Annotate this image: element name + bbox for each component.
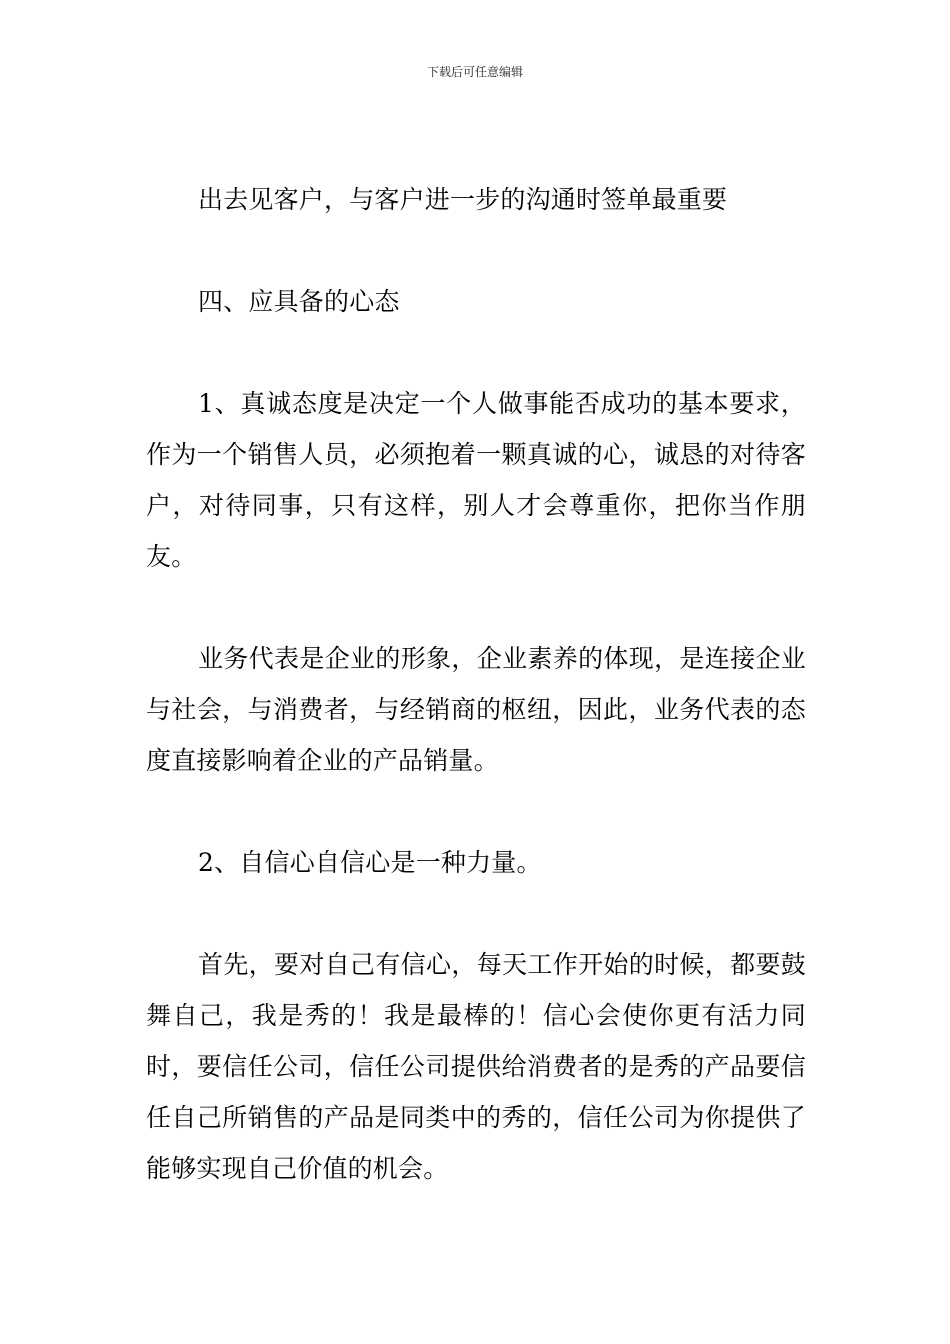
page-header-note: 下载后可任意编辑 [426,65,523,79]
paragraph-business-rep: 业务代表是企业的形象，企业素养的体现，是连接企业与社会，与消费者，与经销商的枢纽，因此，业务代表的态度直接影响着企业的产品销量。 [146,644,806,775]
paragraph-confidence-heading: 2、自信心自信心是一种力量。 [198,848,542,877]
paragraph-client-meeting: 出去见客户，与客户进一步的沟通时签单最重要 [198,185,728,214]
paragraph-sincerity: 1、真诚态度是决定一个人做事能否成功的基本要求，作为一个销售人员，必须抱着一颗真诚的心，诚恳的对待客户，对待同事，只有这样，别人才会尊重你，把你当作朋友。 [146,389,806,571]
section-heading-mindset: 四、应具备的心态 [198,287,400,316]
paragraph-confidence-body: 首先，要对自己有信心，每天工作开始的时候，都要鼓舞自己，我是秀的！我是最棒的！信心会使你更有活力同时，要信任公司，信任公司提供给消费者的是秀的产品要信任自己所销售的产品是同类中的秀的，信任公司为你提供了能够实现自己价值的机会。 [146,950,806,1183]
document-body [146,174,806,1245]
